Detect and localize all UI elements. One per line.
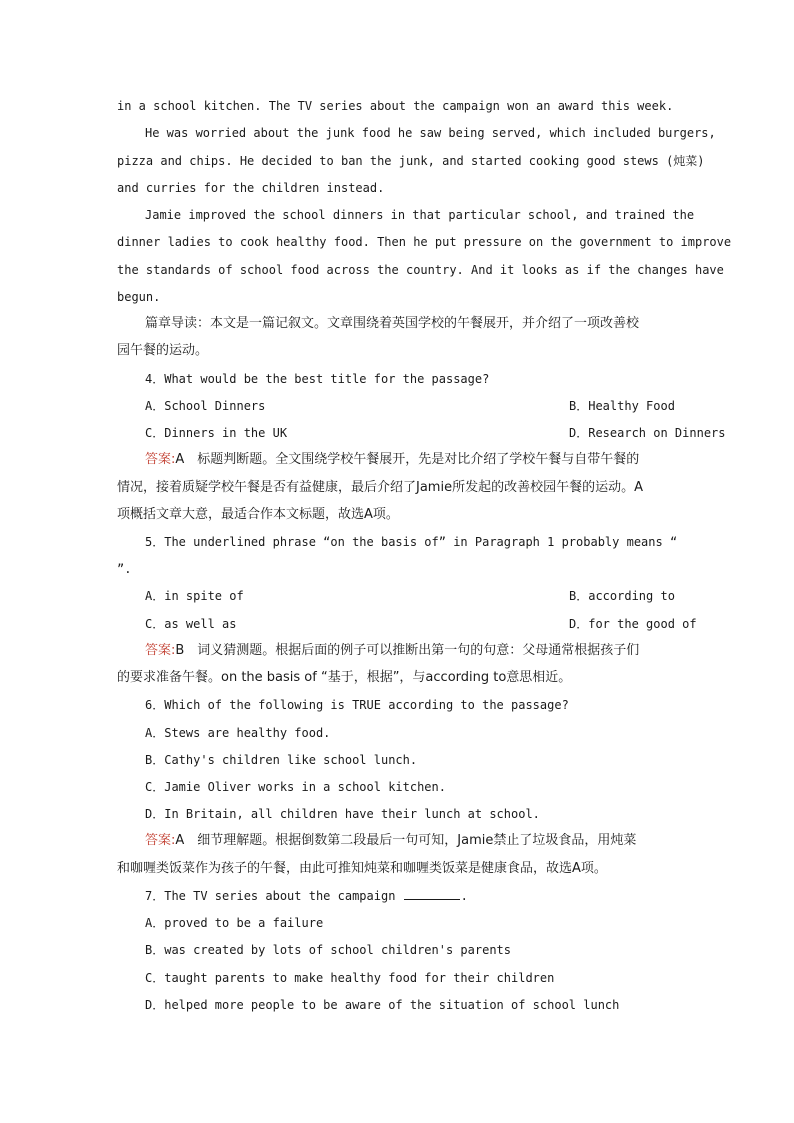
answer-text: B 词义猜测题。根据后面的例子可以推断出第一句的句意：父母通常根据孩子们 [175, 643, 640, 658]
answer-label: 答案: [145, 833, 176, 848]
question-7-stem [145, 888, 679, 904]
option-a: A．Stews are healthy food. [145, 726, 331, 740]
passage-line: He was worried about the junk food he saw being served, which included burgers, [145, 126, 716, 140]
option-b: B．was created by lots of school children's parents [145, 943, 512, 957]
answer-blank [404, 888, 460, 900]
passage-line: pizza and chips. He decided to ban the junk, and started cooking good stews (炖菜) [117, 154, 705, 168]
question-4-options-cd [145, 425, 726, 441]
question-6-answer [145, 833, 679, 849]
option-b: B．according to [569, 589, 675, 603]
answer-label: 答案: [145, 452, 176, 467]
option-c: C．Jamie Oliver works in a school kitchen. [145, 780, 446, 794]
question-4-answer [145, 452, 679, 468]
question-5-options-cd [145, 616, 697, 632]
question-5-answer [145, 643, 679, 659]
answer-line: 的要求准备午餐。on the basis of “基于，根据”，与according to意思相近。 [117, 670, 572, 685]
reading-guide: 篇章导读：本文是一篇记叙文。文章围绕着英国学校的午餐展开，并介绍了一项改善校 [145, 316, 640, 331]
answer-line: 项概括文章大意，最适合作本文标题，故选A项。 [117, 507, 399, 522]
option-c: C．as well as [145, 617, 237, 631]
answer-line: 情况，接着质疑学校午餐是否有益健康，最后介绍了Jamie所发起的改善校园午餐的运动。A [117, 480, 643, 495]
answer-label: 答案: [145, 643, 176, 658]
option-a: A．proved to be a failure [145, 916, 324, 930]
answer-text: A 细节理解题。根据倒数第二段最后一句可知，Jamie禁止了垃圾食品，用炖菜 [175, 833, 637, 848]
option-d: D．Research on Dinners [569, 426, 726, 440]
question-4-options-ab [145, 398, 679, 414]
answer-text: A 标题判断题。全文围绕学校午餐展开，先是对比介绍了学校午餐与自带午餐的 [175, 452, 640, 467]
option-a: A．School Dinners [145, 399, 266, 413]
reading-guide: 园午餐的运动。 [117, 343, 209, 358]
passage-line: and curries for the children instead. [117, 181, 385, 195]
question-4-stem: 4．What would be the best title for the passage? [145, 372, 490, 386]
option-b: B．Cathy's children like school lunch. [145, 753, 418, 767]
stem-end: . [460, 889, 468, 903]
passage-line: dinner ladies to cook healthy food. Then he put pressure on the government to improve [117, 235, 732, 249]
question-5-stem: 5．The underlined phrase “on the basis of” in Paragraph 1 probably means “ [145, 535, 678, 549]
passage-line: Jamie improved the school dinners in that particular school, and trained the [145, 208, 695, 222]
option-c: C．taught parents to make healthy food for their children [145, 971, 555, 985]
question-6-stem: 6．Which of the following is TRUE according to the passage? [145, 698, 569, 712]
option-d: D．helped more people to be aware of the situation of school lunch [145, 998, 620, 1012]
question-5-options-ab [145, 588, 679, 604]
passage-line: begun. [117, 290, 161, 304]
stem-text: 7．The TV series about the campaign [145, 889, 396, 903]
answer-line: 和咖喱类饭菜作为孩子的午餐，由此可推知炖菜和咖喱类饭菜是健康食品，故选A项。 [117, 861, 607, 876]
option-c: C．Dinners in the UK [145, 426, 288, 440]
passage-line: the standards of school food across the country. And it looks as if the changes have [117, 263, 724, 277]
passage-line: in a school kitchen. The TV series about the campaign won an award this week. [117, 99, 674, 113]
option-d: D．for the good of [569, 617, 697, 631]
option-a: A．in spite of [145, 589, 244, 603]
question-5-stem-end: ”. [117, 562, 132, 576]
option-b: B．Healthy Food [569, 399, 675, 413]
option-d: D．In Britain, all children have their lunch at school. [145, 807, 540, 821]
